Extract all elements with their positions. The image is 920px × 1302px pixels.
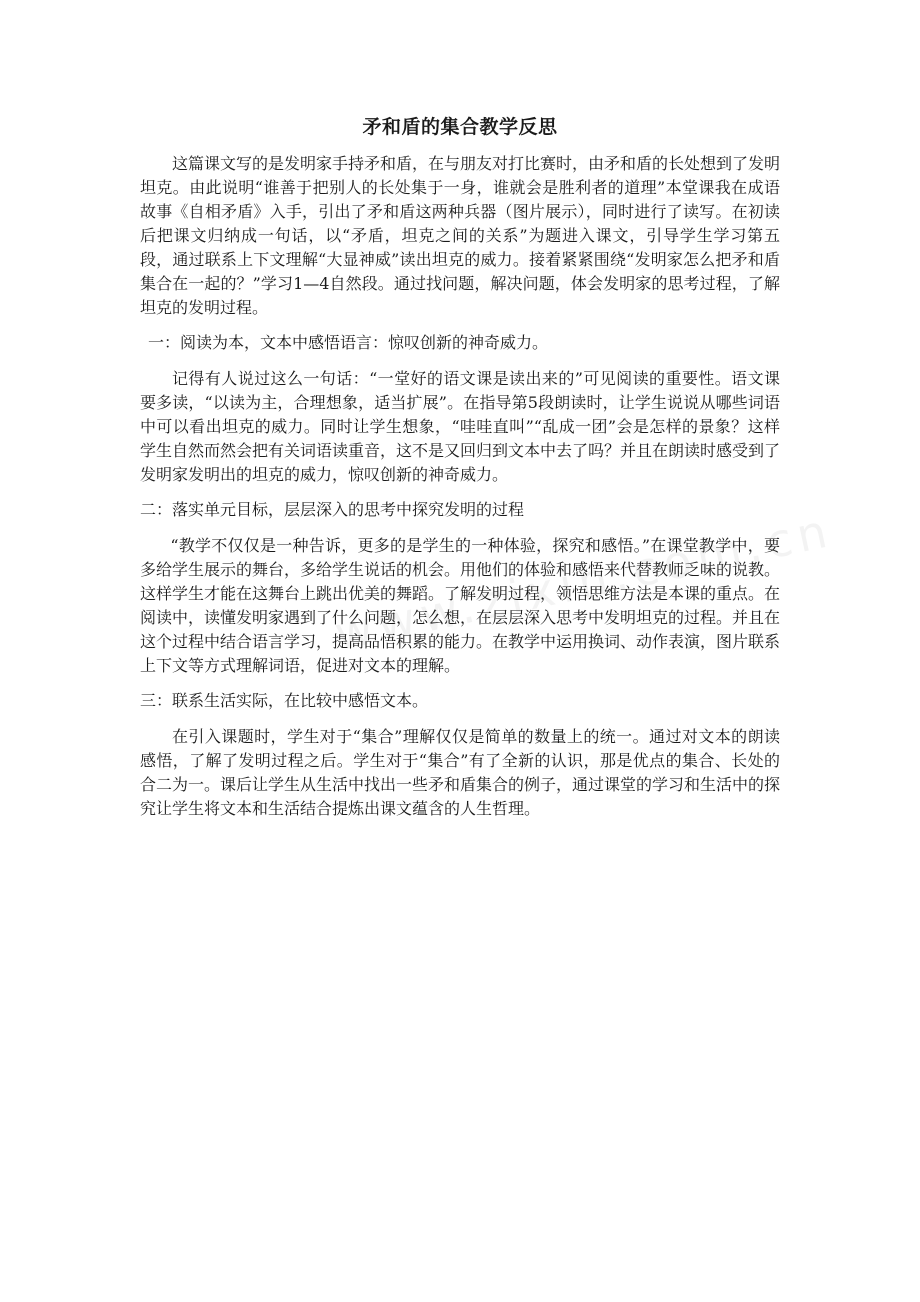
section-heading-1: 一：阅读为本，文本中感悟语言：惊叹创新的神奇威力。 <box>148 333 549 352</box>
spacer <box>140 713 780 725</box>
document-content <box>140 113 780 821</box>
document-title: 矛和盾的集合教学反思 <box>362 116 558 138</box>
spacer <box>140 678 780 689</box>
intro-paragraph: 这篇课文写的是发明家手持矛和盾，在与朋友对打比赛时，由矛和盾的长处想到了发明坦克。由此说明“谁善于把别人的长处集于一身，谁就会是胜利者的道理”本堂课我在成语故事《自相矛盾》入手，引出了矛和盾这两种兵器（图片展示），同时进行了读写。在初读后把课文归纳成一句话，以“矛盾，坦克之间的关系”为题进入课文，引导学生学习第五段，通过联系上下文理解“大显神威”读出坦克的威力。接着紧紧围绕“发明家怎么把矛和盾集合在一起的？”学习1—4自然段。通过找问题，解决问题，体会发明家的思考过程，了解坦克的发明过程。 <box>140 154 781 317</box>
section-body-2: “教学不仅仅是一种告诉，更多的是学生的一种体验，探究和感悟。”在课堂教学中，要多给学生展示的舞台，多给学生说话的机会。用他们的体验和感悟来代替教师乏味的说教。这样学生才能在这舞台上跳出优美的舞蹈。了解发明过程，领悟思维方法是本课的重点。在阅读中，读懂发明家遇到了什么问题，怎么想，在层层深入思考中发明坦克的过程。并且在这个过程中结合语言学习，提高品悟积累的能力。在教学中运用换词、动作表演，图片联系上下文等方式理解词语，促进对文本的理解。 <box>140 536 781 675</box>
section-body-1: 记得有人说过这么一句话：“一堂好的语文课是读出来的”可见阅读的重要性。语文课要多读，“以读为主，合理想象，适当扩展”。在指导第5段朗读时，让学生说说从哪些词语中可以看出坦克的威力。同时让学生想象，“哇哇直叫”“乱成一团”会是怎样的景象？这样学生自然而然会把有关词语读重音，这不是又回归到文本中去了吗？并且在朗读时感受到了发明家发明出的坦克的威力，惊叹创新的神奇威力。 <box>140 369 781 484</box>
section-heading-2: 二：落实单元目标，层层深入的思考中探究发明的过程 <box>140 500 525 519</box>
section-heading-3: 三：联系生活实际，在比较中感悟文本。 <box>140 691 429 710</box>
spacer <box>140 355 780 367</box>
spacer <box>140 487 780 498</box>
section-body-3: 在引入课题时，学生对于“集合”理解仅仅是简单的数量上的统一。通过对文本的朗读感悟，了解了发明过程之后。学生对于“集合”有了全新的认识，那是优点的集合、长处的合二为一。课后让学生从生活中找出一些矛和盾集合的例子，通过课堂的学习和生活中的探究让学生将文本和生活结合提炼出课文蕴含的人生哲理。 <box>140 727 781 818</box>
spacer <box>140 522 780 534</box>
spacer <box>140 320 780 331</box>
